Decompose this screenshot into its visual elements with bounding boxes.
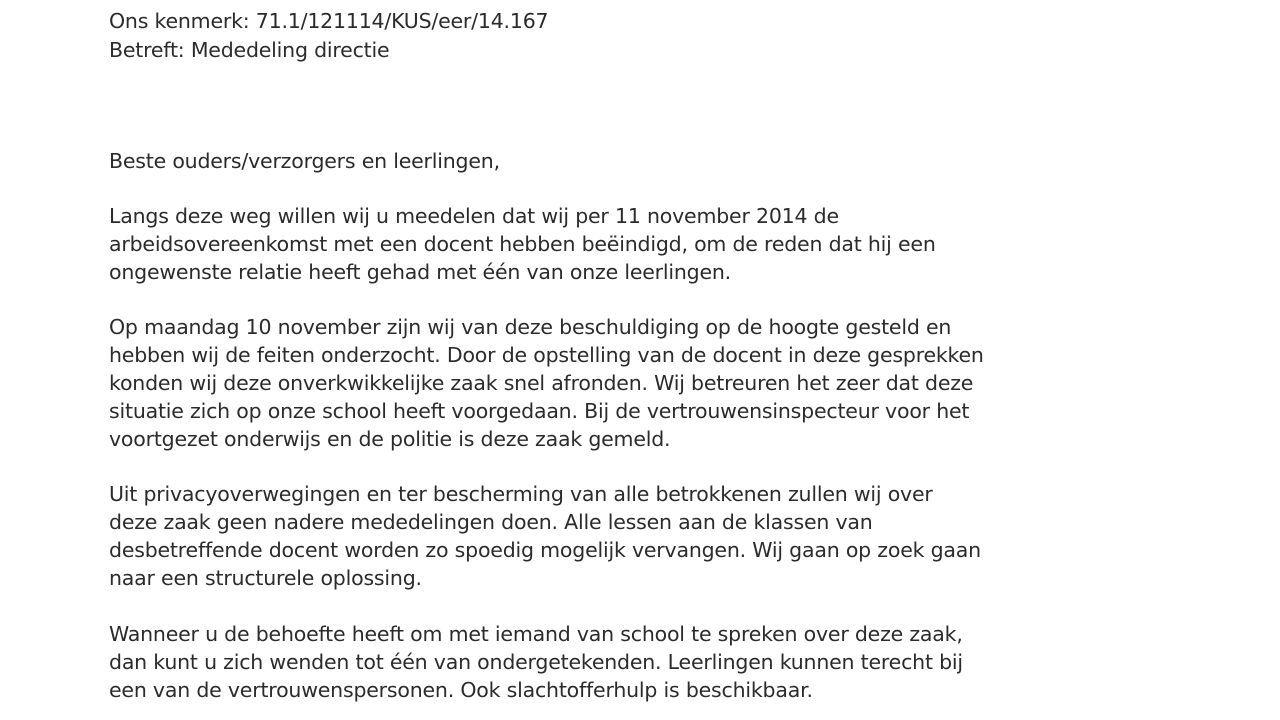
paragraph-line: Uit privacyoverwegingen en ter bescherming van alle betrokkenen zullen wij over [109, 482, 933, 506]
paragraph-line: arbeidsovereenkomst met een docent hebben beëindigd, om de reden dat hij een [109, 232, 936, 256]
paragraph-line: hebben wij de feiten onderzocht. Door de opstelling van de docent in deze gesprekken [109, 343, 984, 367]
subject-line: Betreft: Mededeling directie [109, 38, 390, 62]
paragraph-line: situatie zich op onze school heeft voorgedaan. Bij de vertrouwensinspecteur voor het [109, 399, 970, 423]
paragraph-line: deze zaak geen nadere mededelingen doen. Alle lessen aan de klassen van [109, 510, 873, 534]
paragraph-line: dan kunt u zich wenden tot één van ondergetekenden. Leerlingen kunnen terecht bij [109, 650, 963, 674]
paragraph-line: Op maandag 10 november zijn wij van deze beschuldiging op de hoogte gesteld en [109, 315, 952, 339]
paragraph-line: desbetreffende docent worden zo spoedig mogelijk vervangen. Wij gaan op zoek gaan [109, 538, 981, 562]
reference-line: Ons kenmerk: 71.1/121114/KUS/eer/14.167 [109, 9, 549, 33]
paragraph-line: Langs deze weg willen wij u meedelen dat wij per 11 november 2014 de [109, 204, 839, 228]
paragraph-line: konden wij deze onverkwikkelijke zaak snel afronden. Wij betreuren het zeer dat deze [109, 371, 974, 395]
salutation: Beste ouders/verzorgers en leerlingen, [109, 149, 500, 173]
paragraph-line: naar een structurele oplossing. [109, 566, 422, 590]
paragraph-line: voortgezet onderwijs en de politie is deze zaak gemeld. [109, 427, 671, 451]
paragraph-line: Wanneer u de behoefte heeft om met iemand van school te spreken over deze zaak, [109, 622, 963, 646]
paragraph-line: ongewenste relatie heeft gehad met één van onze leerlingen. [109, 260, 731, 284]
paragraph-line: een van de vertrouwenspersonen. Ook slachtofferhulp is beschikbaar. [109, 678, 813, 702]
